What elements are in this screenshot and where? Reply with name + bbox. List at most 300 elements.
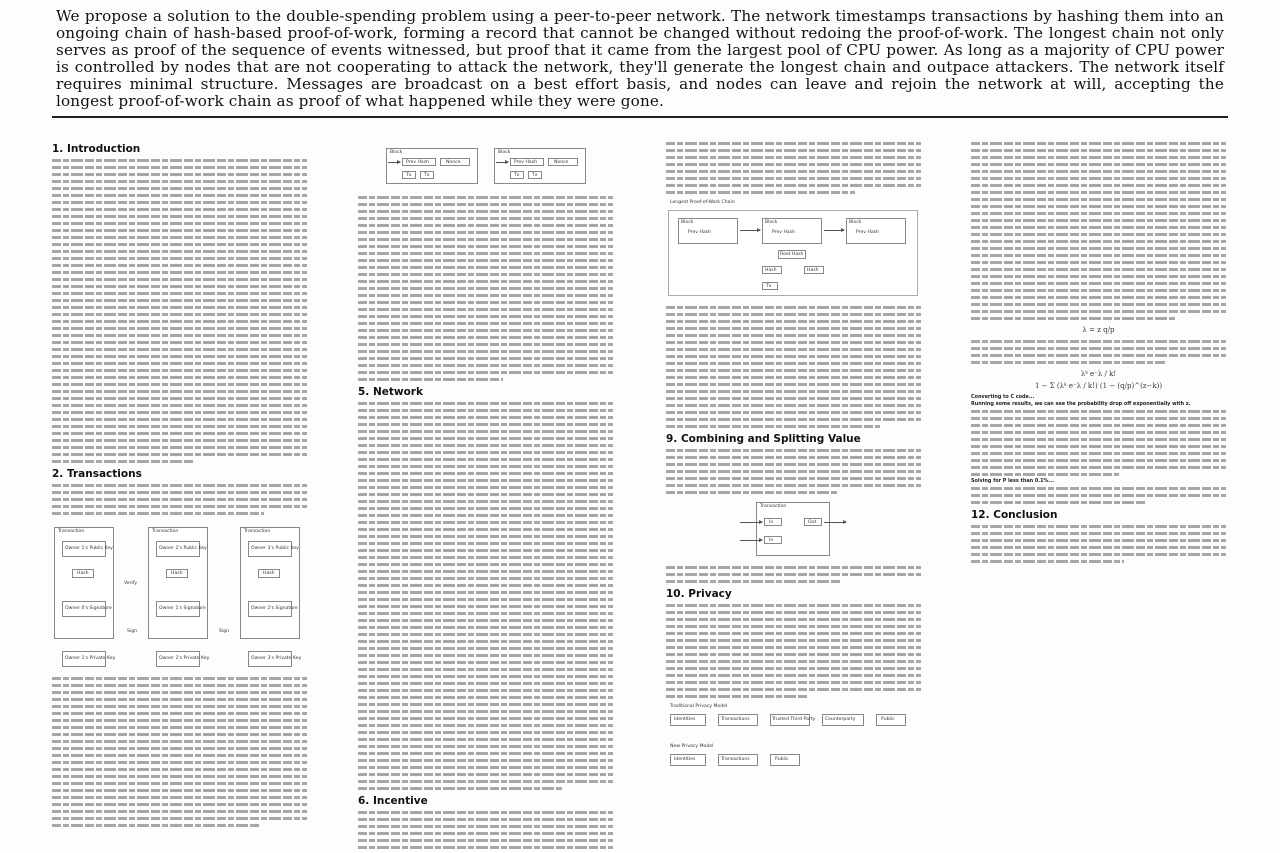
chain-block-label-1: Block	[681, 220, 694, 225]
text-line	[971, 252, 1226, 259]
text-line	[358, 554, 613, 561]
text-line	[358, 257, 613, 264]
text-line	[666, 644, 921, 651]
text-line	[971, 537, 1226, 544]
text-line	[666, 353, 921, 360]
out-arrow	[824, 522, 846, 523]
text-line	[358, 201, 613, 208]
transaction-chain-diagram	[52, 521, 307, 671]
text-line	[971, 359, 1165, 366]
text-line	[52, 255, 307, 262]
text-line	[971, 492, 1226, 499]
verification-body	[666, 304, 921, 430]
text-line	[358, 673, 613, 680]
owner3-pubkey-label: Owner 3's Public Key	[251, 546, 299, 551]
merkle-tx-label: Tx	[766, 284, 772, 289]
text-line	[52, 724, 307, 731]
text-line	[358, 320, 613, 327]
text-line	[666, 468, 921, 475]
text-line	[666, 686, 921, 693]
tx-label-2b: Tx	[532, 173, 538, 178]
text-line	[358, 208, 613, 215]
text-line	[971, 308, 1226, 315]
owner1-privkey-label: Owner 1's Private Key	[65, 656, 116, 661]
text-line	[971, 154, 1226, 161]
column-4	[971, 140, 1226, 853]
text-line	[358, 659, 613, 666]
text-line	[971, 408, 1226, 415]
text-line	[666, 367, 921, 374]
owner1-pubkey-label: Owner 1's Public Key	[65, 546, 113, 551]
text-line	[358, 327, 613, 334]
text-line	[358, 610, 613, 617]
in-arrow-1	[740, 522, 762, 523]
section-heading-introduction: 1. Introduction	[52, 143, 141, 155]
text-line	[971, 352, 1226, 359]
text-line	[52, 482, 307, 489]
text-line	[666, 311, 921, 318]
text-line	[52, 510, 264, 517]
text-line	[666, 672, 921, 679]
in-label-1: In	[769, 520, 774, 525]
text-line	[666, 182, 921, 189]
text-line	[358, 498, 613, 505]
text-line	[971, 429, 1226, 436]
converting-label: Converting to C code...	[971, 394, 1035, 400]
text-line	[358, 809, 613, 816]
results-heading: Running some results, we can see the probability drop off exponentially with z.	[971, 401, 1191, 407]
text-line	[971, 301, 1226, 308]
text-line	[358, 638, 613, 645]
text-line	[52, 759, 307, 766]
column-1	[52, 140, 307, 853]
text-line	[666, 409, 921, 416]
trusted-third-party-label: Trusted Third Party	[772, 717, 816, 722]
combining-body-continued	[666, 564, 921, 585]
text-line	[666, 651, 921, 658]
text-line	[971, 558, 1124, 565]
text-line	[971, 530, 1226, 537]
chain-block-label-2: Block	[765, 220, 778, 225]
prev-hash-label-1: Prev Hash	[406, 160, 430, 165]
text-line	[666, 339, 921, 346]
text-line	[52, 206, 307, 213]
text-line	[52, 752, 307, 759]
text-line	[666, 693, 809, 700]
text-line	[52, 689, 307, 696]
text-line	[666, 381, 921, 388]
text-line	[52, 269, 307, 276]
text-line	[52, 675, 307, 682]
text-line	[358, 306, 613, 313]
block-chain-diagram	[358, 144, 613, 190]
text-line	[358, 561, 613, 568]
tx-label-1a: Tx	[406, 173, 412, 178]
text-line	[971, 203, 1226, 210]
text-line	[52, 381, 307, 388]
text-line	[358, 250, 613, 257]
text-line	[666, 630, 921, 637]
introduction-body	[52, 157, 307, 465]
text-line	[358, 477, 613, 484]
text-line	[971, 457, 1226, 464]
text-line	[358, 229, 613, 236]
sign-label-2: Sign	[219, 629, 230, 634]
text-line	[358, 362, 613, 369]
text-line	[358, 334, 613, 341]
text-line	[666, 461, 921, 468]
poisson-body	[971, 338, 1226, 366]
results-values	[971, 408, 1226, 478]
text-line	[52, 164, 307, 171]
chain-prev-hash-label-1: Prev Hash	[688, 230, 712, 235]
text-line	[666, 658, 921, 665]
solving-heading: Solving for P less than 0.1%...	[971, 478, 1054, 484]
text-line	[358, 292, 613, 299]
text-line	[52, 318, 307, 325]
text-line	[358, 694, 613, 701]
text-line	[52, 332, 307, 339]
public-label-2: Public	[775, 757, 789, 762]
transaction-label-2: Transaction	[152, 529, 179, 534]
prev-hash-label-2: Prev Hash	[514, 160, 538, 165]
text-line	[358, 680, 613, 687]
text-line	[971, 140, 1226, 147]
text-line	[358, 491, 613, 498]
text-line	[358, 519, 613, 526]
text-line	[358, 348, 613, 355]
text-line	[971, 266, 1226, 273]
text-line	[358, 278, 613, 285]
text-line	[52, 780, 307, 787]
text-line	[358, 596, 613, 603]
sum-formula: 1 − Σ (λᵏ e⁻λ / k!) (1 − (q/p)^(z−k))	[1034, 382, 1163, 390]
text-line	[52, 717, 307, 724]
text-line	[358, 435, 613, 442]
chain-arrow-1	[388, 162, 400, 163]
text-line	[52, 276, 307, 283]
hash-label-3: Hash	[263, 571, 275, 576]
text-line	[358, 355, 613, 362]
text-line	[52, 801, 307, 808]
out-label: Out	[808, 520, 817, 525]
text-line	[52, 451, 307, 458]
text-line	[358, 463, 613, 470]
identities-label-1: Identities	[674, 717, 696, 722]
transaction-label-3: Transaction	[244, 529, 271, 534]
in-arrow-2	[740, 540, 762, 541]
text-line	[666, 346, 921, 353]
tx-label-2a: Tx	[514, 173, 520, 178]
text-line	[52, 773, 307, 780]
longest-chain-label: Longest Proof-of-Work Chain	[670, 200, 735, 205]
text-line	[358, 652, 613, 659]
text-line	[666, 602, 921, 609]
text-line	[666, 637, 921, 644]
tx-label-1b: Tx	[424, 173, 430, 178]
text-line	[358, 194, 613, 201]
text-line	[971, 182, 1226, 189]
text-line	[666, 402, 921, 409]
chain-link-arrow-1	[740, 230, 760, 231]
owner2-privkey-label: Owner 2's Private Key	[159, 656, 210, 661]
column-2	[358, 140, 613, 853]
privacy-model-diagram	[666, 704, 921, 780]
text-line	[358, 624, 613, 631]
text-line	[971, 217, 1226, 224]
text-line	[666, 454, 921, 461]
transactions-label-2: Transactions	[721, 757, 750, 762]
text-line	[52, 234, 307, 241]
text-line	[971, 238, 1226, 245]
solving-values	[971, 485, 1226, 506]
text-line	[358, 407, 613, 414]
text-line	[358, 547, 613, 554]
text-line	[971, 338, 1226, 345]
text-line	[52, 409, 307, 416]
text-line	[358, 645, 613, 652]
text-line	[971, 189, 1226, 196]
text-line	[52, 283, 307, 290]
traditional-model-label: Traditional Privacy Model	[670, 704, 728, 709]
text-line	[666, 161, 921, 168]
text-line	[52, 787, 307, 794]
chain-link-arrow-2	[824, 230, 844, 231]
sign-label-1: Sign	[127, 629, 138, 634]
text-line	[358, 456, 613, 463]
text-line	[358, 236, 613, 243]
text-line	[666, 360, 921, 367]
text-line	[52, 178, 307, 185]
poisson-formula: λᵏ e⁻λ / k!	[1080, 370, 1117, 378]
column-3	[666, 140, 921, 853]
verify-label: Verify	[124, 581, 138, 586]
text-line	[52, 290, 307, 297]
text-line	[358, 575, 613, 582]
chain-arrow-2	[496, 162, 508, 163]
text-line	[971, 245, 1226, 252]
text-line	[666, 564, 921, 571]
text-line	[358, 222, 613, 229]
text-line	[971, 436, 1226, 443]
text-line	[52, 353, 307, 360]
text-line	[666, 482, 921, 489]
text-line	[52, 696, 307, 703]
new-model-label: New Privacy Model	[670, 744, 714, 749]
text-line	[52, 822, 261, 829]
transaction-label-1: Transaction	[58, 529, 85, 534]
longest-chain-diagram	[666, 200, 921, 300]
text-line	[52, 458, 195, 465]
chain-block-label-3: Block	[849, 220, 862, 225]
text-line	[52, 489, 307, 496]
text-line	[666, 416, 921, 423]
abstract-divider	[52, 116, 1228, 118]
text-line	[358, 764, 613, 771]
text-line	[971, 422, 1226, 429]
text-line	[666, 318, 921, 325]
text-line	[52, 297, 307, 304]
text-line	[358, 750, 613, 757]
combine-tx-label: Transaction	[760, 504, 787, 509]
text-line	[358, 589, 613, 596]
text-line	[971, 273, 1226, 280]
combine-tx-box	[756, 502, 830, 556]
text-line	[52, 815, 307, 822]
text-line	[666, 189, 855, 196]
text-line	[52, 339, 307, 346]
identities-label-2: Identities	[674, 757, 696, 762]
text-line	[666, 423, 880, 430]
text-line	[52, 745, 307, 752]
transactions-label-1: Transactions	[721, 717, 750, 722]
proof-of-work-body	[358, 194, 613, 383]
section-heading-network: 5. Network	[358, 386, 423, 398]
text-line	[666, 616, 921, 623]
text-line	[358, 512, 613, 519]
text-line	[666, 147, 921, 154]
text-line	[358, 582, 613, 589]
text-line	[971, 196, 1226, 203]
in-label-2: In	[769, 538, 774, 543]
text-line	[666, 679, 921, 686]
text-line	[358, 299, 613, 306]
text-line	[666, 571, 921, 578]
text-line	[358, 687, 613, 694]
owner2-pubkey-label: Owner 2's Public Key	[159, 546, 207, 551]
text-line	[358, 449, 613, 456]
section-heading-transactions: 2. Transactions	[52, 468, 142, 480]
text-line	[52, 703, 307, 710]
text-line	[666, 332, 921, 339]
text-line	[666, 665, 921, 672]
text-line	[358, 442, 613, 449]
text-line	[52, 199, 307, 206]
counterparty-label: Counterparty	[825, 717, 856, 722]
text-line	[52, 738, 307, 745]
text-line	[358, 414, 613, 421]
text-line	[358, 470, 613, 477]
text-line	[358, 778, 613, 785]
hash-label-2: Hash	[171, 571, 183, 576]
text-line	[971, 345, 1226, 352]
lambda-formula: λ = z q/p	[1082, 326, 1115, 334]
text-line	[971, 147, 1226, 154]
text-line	[971, 523, 1226, 530]
owner0-signature-label: Owner 0's Signature	[65, 606, 112, 611]
text-line	[971, 287, 1226, 294]
text-line	[358, 729, 613, 736]
text-line	[52, 171, 307, 178]
text-line	[358, 736, 613, 743]
text-line	[52, 430, 307, 437]
text-line	[52, 262, 307, 269]
text-line	[52, 808, 307, 815]
text-line	[52, 213, 307, 220]
text-line	[52, 374, 307, 381]
text-line	[358, 568, 613, 575]
text-line	[971, 464, 1226, 471]
text-line	[358, 428, 613, 435]
text-line	[971, 443, 1226, 450]
text-line	[358, 421, 613, 428]
text-line	[52, 388, 307, 395]
text-line	[666, 168, 921, 175]
owner1-signature-label: Owner 1's Signature	[159, 606, 206, 611]
text-line	[666, 489, 837, 496]
section-heading-privacy: 10. Privacy	[666, 588, 732, 600]
combining-transaction-diagram	[666, 500, 921, 560]
text-line	[358, 701, 613, 708]
incentive-body	[358, 809, 613, 853]
text-line	[971, 499, 1147, 506]
text-line	[666, 609, 921, 616]
nonce-label-1: Nonce	[446, 160, 461, 165]
text-line	[52, 444, 307, 451]
text-line	[971, 415, 1226, 422]
owner3-privkey-label: Owner 3's Private Key	[251, 656, 302, 661]
attacker-body	[971, 140, 1226, 322]
hash-node-left-label: Hash	[765, 268, 777, 273]
transactions-body-continued	[52, 675, 307, 829]
text-line	[358, 715, 613, 722]
text-line	[52, 304, 307, 311]
conclusion-body	[971, 523, 1226, 565]
text-line	[971, 224, 1226, 231]
text-line	[358, 823, 613, 830]
text-line	[52, 248, 307, 255]
transactions-body	[52, 482, 307, 517]
text-line	[52, 241, 307, 248]
text-line	[52, 766, 307, 773]
text-line	[52, 503, 307, 510]
text-line	[52, 346, 307, 353]
text-line	[358, 816, 613, 823]
abstract: We propose a solution to the double-spending problem using a peer-to-peer network. The network timestamps transactions by hashing them into an ongoing chain of hash-based proof-of-work, forming a record that cannot be changed without redoing the proof-of-work. The longest chain not only serves as proof of the sequence of events witnessed, but proof that it came from the largest pool of CPU power. As long as a majority of CPU power is controlled by nodes that are not cooperating to attack the network, they'll generate the longest chain and outpace attackers. The network itself requires minimal structure. Messages are broadcast on a best effort basis, and nodes can leave and rejoin the network at will, accepting the longest proof-of-work chain as proof of what happened while they were gone.	[56, 7, 1224, 111]
network-body	[358, 400, 613, 792]
hash-label-1: Hash	[77, 571, 89, 576]
text-line	[52, 731, 307, 738]
text-line	[52, 423, 307, 430]
text-line	[666, 623, 921, 630]
public-label-1: Public	[881, 717, 895, 722]
text-line	[971, 280, 1226, 287]
text-line	[971, 294, 1226, 301]
text-line	[358, 369, 613, 376]
text-line	[52, 325, 307, 332]
text-line	[666, 395, 921, 402]
text-line	[971, 471, 1119, 478]
text-line	[666, 374, 921, 381]
text-line	[971, 485, 1226, 492]
text-line	[358, 666, 613, 673]
text-line	[358, 243, 613, 250]
text-line	[971, 210, 1226, 217]
merkle-body	[666, 140, 921, 196]
text-line	[358, 376, 503, 383]
text-line	[52, 227, 307, 234]
combining-body	[666, 447, 921, 496]
text-line	[666, 475, 921, 482]
text-line	[52, 185, 307, 192]
text-line	[358, 708, 613, 715]
text-line	[52, 360, 307, 367]
text-line	[666, 447, 921, 454]
text-line	[971, 168, 1226, 175]
text-line	[52, 192, 307, 199]
text-line	[666, 578, 842, 585]
text-line	[666, 388, 921, 395]
